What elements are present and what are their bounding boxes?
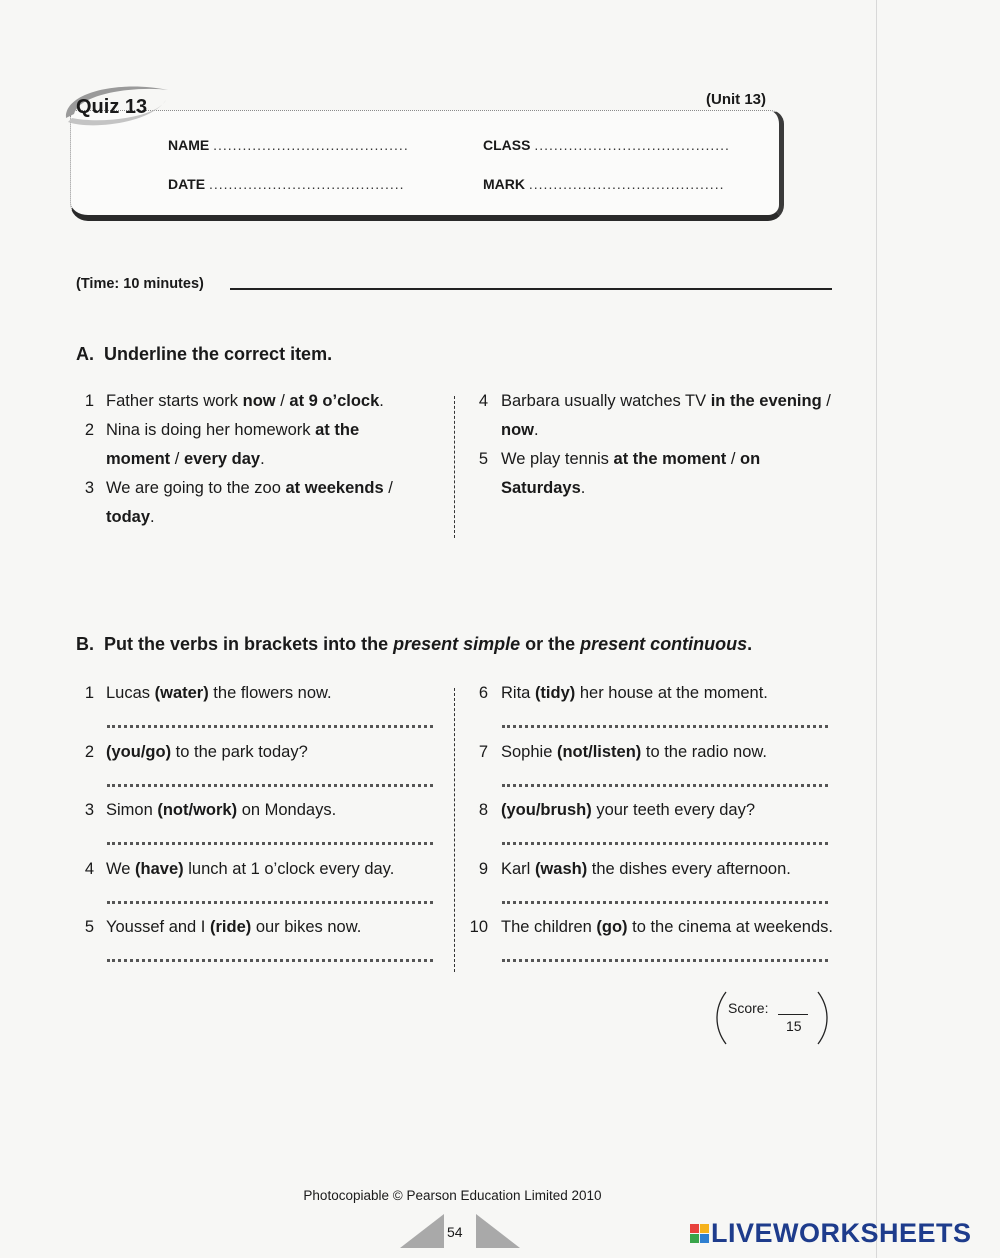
section-b-tense-2: present continuous (580, 634, 748, 654)
a-item-number: 2 (84, 421, 94, 439)
date-label: DATE (168, 176, 206, 192)
time-limit: (Time: 10 minutes) (76, 276, 204, 292)
student-info-box (70, 110, 784, 221)
section-b-period: . (747, 634, 753, 654)
logo-square (700, 1234, 709, 1243)
date-dots: ........................................ (208, 176, 405, 192)
name-field[interactable] (168, 137, 409, 153)
a-item-2[interactable]: Nina is doing her homework at the moment / every day. (106, 421, 360, 468)
b-item-number: 7 (478, 743, 488, 761)
b-item-5: Youssef and I (ride) our bikes now. (106, 918, 362, 936)
class-label: CLASS (483, 137, 531, 153)
answer-line[interactable] (107, 784, 433, 787)
column-divider (454, 396, 455, 538)
b-item-4: We (have) lunch at 1 o’clock every day. (106, 860, 395, 878)
b-item-1: Lucas (water) the flowers now. (106, 684, 332, 702)
section-b-instruction-mid: or the (520, 634, 581, 654)
answer-line[interactable] (502, 842, 828, 845)
column-divider (454, 688, 455, 972)
name-label: NAME (168, 137, 210, 153)
b-item-10: The children (go) to the cinema at weekends. (501, 918, 833, 936)
section-b-title (76, 634, 752, 655)
section-b-letter: B. (76, 634, 94, 654)
answer-line[interactable] (502, 725, 828, 728)
b-item-number: 8 (478, 801, 488, 819)
unit-label: (Unit 13) (706, 91, 766, 108)
section-b-instruction: Put the verbs in brackets into the (104, 634, 394, 654)
logo-square (700, 1224, 709, 1233)
score-blank[interactable] (778, 1014, 808, 1015)
logo-text: LIVEWORKSHEETS (711, 1217, 972, 1248)
a-item-number: 4 (478, 392, 488, 410)
date-field[interactable] (168, 176, 405, 192)
copyright-notice: Photocopiable © Pearson Education Limited 2010 (303, 1188, 602, 1203)
logo-square (690, 1234, 699, 1243)
score-brackets (716, 990, 828, 1046)
a-item-number: 3 (84, 479, 94, 497)
b-item-7: Sophie (not/listen) to the radio now. (501, 743, 767, 761)
section-a-instruction: Underline the correct item. (104, 344, 333, 364)
b-item-number: 10 (469, 918, 488, 936)
answer-line[interactable] (502, 901, 828, 904)
b-item-number: 6 (478, 684, 488, 702)
class-dots: ........................................ (534, 137, 730, 153)
b-item-9: Karl (wash) the dishes every afternoon. (501, 860, 791, 878)
quiz-title: Quiz 13 (76, 96, 148, 118)
answer-line[interactable] (107, 901, 433, 904)
a-item-number: 1 (84, 392, 94, 410)
answer-line[interactable] (502, 784, 828, 787)
b-item-number: 1 (84, 684, 94, 702)
class-field[interactable] (483, 137, 730, 153)
b-item-8: (you/brush) your teeth every day? (501, 801, 756, 819)
mark-label: MARK (483, 176, 525, 192)
b-item-2: (you/go) to the park today? (106, 743, 308, 761)
page-number: 54 (447, 1224, 463, 1240)
section-a-letter: A. (76, 344, 94, 364)
b-item-number: 9 (478, 860, 488, 878)
b-item-number: 2 (84, 743, 94, 761)
answer-line[interactable] (502, 959, 828, 962)
liveworksheets-logo (690, 1218, 972, 1248)
a-item-4[interactable]: Barbara usually watches TV in the evening / now. (501, 392, 831, 439)
a-item-1[interactable]: Father starts work now / at 9 o’clock. (106, 392, 384, 410)
b-item-3: Simon (not/work) on Mondays. (106, 801, 337, 819)
a-item-3[interactable]: We are going to the zoo at weekends / today. (106, 479, 393, 526)
logo-grid-icon (690, 1224, 709, 1243)
a-item-number: 5 (478, 450, 488, 468)
section-b-tense-1: present simple (393, 634, 521, 654)
a-item-5[interactable]: We play tennis at the moment / on Saturdays. (501, 450, 761, 497)
b-item-number: 3 (84, 801, 94, 819)
b-item-number: 4 (84, 860, 94, 878)
time-rule (230, 288, 832, 290)
mark-field[interactable] (483, 176, 724, 192)
page-edge-shadow (876, 0, 877, 1258)
answer-line[interactable] (107, 842, 433, 845)
answer-line[interactable] (107, 725, 433, 728)
logo-square (690, 1224, 699, 1233)
b-item-number: 5 (84, 918, 94, 936)
b-item-6: Rita (tidy) her house at the moment. (501, 684, 768, 702)
score-total: 15 (786, 1018, 802, 1034)
mark-dots: ........................................ (528, 176, 725, 192)
page-tab-right (476, 1214, 520, 1248)
score-label: Score: (728, 1000, 769, 1016)
answer-line[interactable] (107, 959, 433, 962)
section-a-title (76, 344, 332, 365)
name-dots: ........................................ (213, 137, 409, 153)
page-tab-left (400, 1214, 444, 1248)
